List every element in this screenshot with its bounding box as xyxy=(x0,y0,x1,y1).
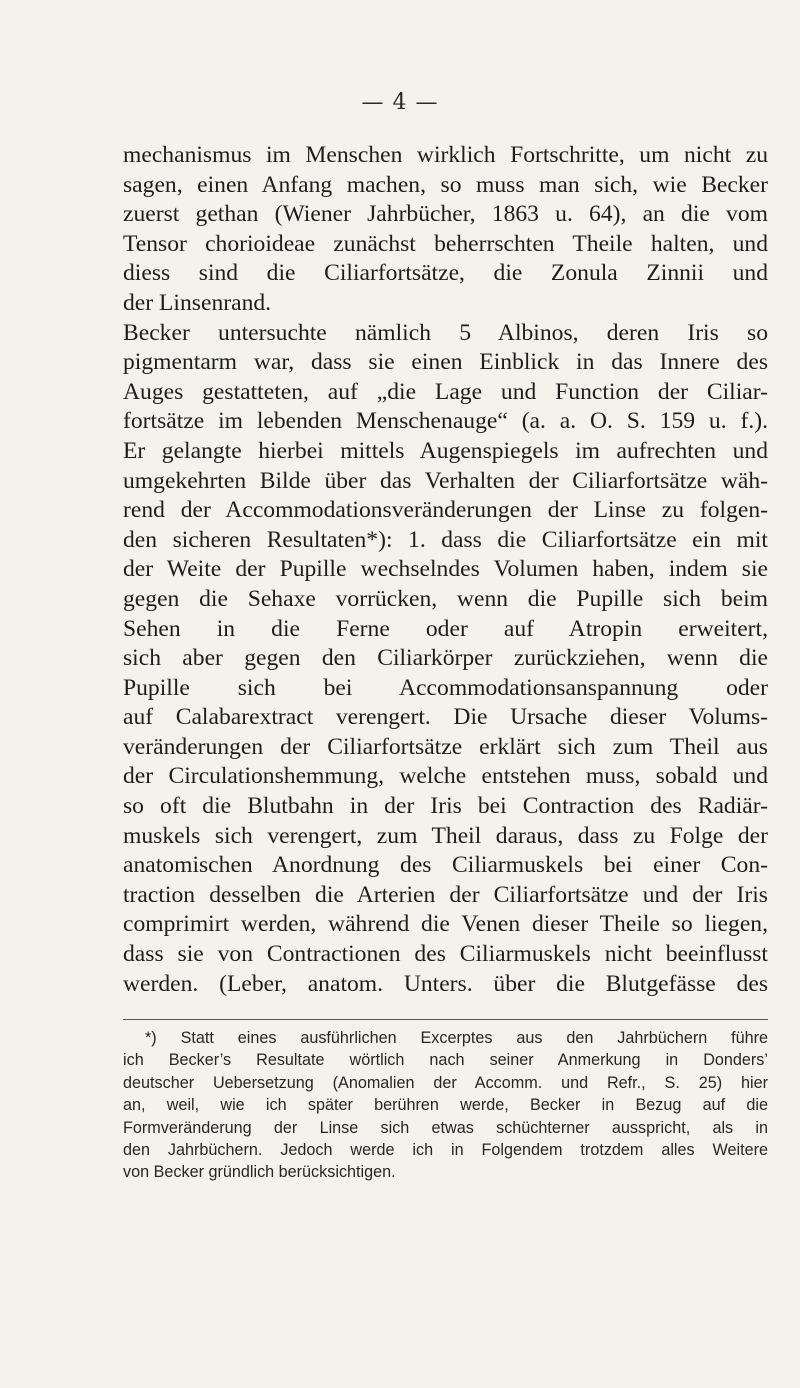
footnote-line: deutscher Uebersetzung (Anomalien der Accomm. und Refr., S. 25) hier xyxy=(123,1073,768,1092)
footnote-divider xyxy=(123,1019,768,1020)
text-line: auf Calabarextract verengert. Die Ursache dieser Volums- xyxy=(123,704,768,731)
text-line: diess sind die Ciliarfortsätze, die Zonula Zinnii und xyxy=(123,260,768,287)
text-line: muskels sich verengert, zum Theil daraus, dass zu Folge der xyxy=(123,822,768,849)
text-line: traction desselben die Arterien der Ciliarfortsätze und der Iris xyxy=(123,881,768,908)
footnote-line: Formveränderung der Linse sich etwas schüchterner ausspricht, als in xyxy=(123,1118,768,1137)
text-line: comprimirt werden, während die Venen dieser Theile so liegen, xyxy=(123,911,768,938)
text-line: Sehen in die Ferne oder auf Atropin erweitert, xyxy=(123,615,768,642)
footnote-line: den Jahrbüchern. Jedoch werde ich in Folgendem trotzdem alles Weitere xyxy=(123,1141,768,1160)
text-line: anatomischen Anordnung des Ciliarmuskels bei einer Con- xyxy=(123,852,768,879)
footnote xyxy=(123,1027,768,1184)
footnote-line: *) Statt eines ausführlichen Excerptes aus den Jahrbüchern führe xyxy=(145,1029,768,1047)
text-line: werden. (Leber, anatom. Unters. über die Blutgefässe des xyxy=(123,970,768,997)
text-line: gegen die Sehaxe vorrücken, wenn die Pupille sich beim xyxy=(123,585,768,612)
text-line: den sicheren Resultaten*): 1. dass die Ciliarfortsätze ein mit xyxy=(123,526,768,553)
text-line: der Linsenrand. xyxy=(123,289,272,316)
text-line: zuerst gethan (Wiener Jahrbücher, 1863 u. 64), an die vom xyxy=(123,201,768,228)
text-line: Er gelangte hierbei mittels Augenspiegels im aufrechten und xyxy=(123,437,768,464)
text-line: Tensor chorioideae zunächst beherrschten Theile halten, und xyxy=(123,230,768,257)
footnote-line: an, weil, wie ich später berühren werde, Becker in Bezug auf die xyxy=(123,1096,768,1115)
text-line: dass sie von Contractionen des Ciliarmuskels nicht beeinflusst xyxy=(123,941,768,968)
text-line: umgekehrten Bilde über das Verhalten der Ciliarfortsätze wäh- xyxy=(123,467,768,494)
text-line: der Circulationshemmung, welche entstehen muss, sobald und xyxy=(123,763,768,790)
text-line: Becker untersuchte nämlich 5 Albinos, deren Iris so xyxy=(123,319,768,346)
text-line: rend der Accommodationsveränderungen der Linse zu folgen- xyxy=(123,497,768,524)
text-line: sagen, einen Anfang machen, so muss man sich, wie Becker xyxy=(123,171,768,198)
text-line: fortsätze im lebenden Menschenauge“ (a. a. O. S. 159 u. f.). xyxy=(123,408,768,435)
text-line: sich aber gegen den Ciliarkörper zurückziehen, wenn die xyxy=(123,645,768,672)
footnote-line: von Becker gründlich berücksichtigen. xyxy=(123,1163,396,1182)
page-number: — 4 — xyxy=(361,90,439,115)
text-line: pigmentarm war, dass sie einen Einblick in das Innere des xyxy=(123,349,768,376)
text-line: Pupille sich bei Accommodationsanspannung oder xyxy=(123,674,768,701)
main-text xyxy=(123,141,768,999)
text-line: so oft die Blutbahn in der Iris bei Contraction des Radiär- xyxy=(123,793,768,820)
text-line: mechanismus im Menschen wirklich Fortschritte, um nicht zu xyxy=(123,142,768,168)
text-line: der Weite der Pupille wechselndes Volumen haben, indem sie xyxy=(123,556,768,583)
text-line: veränderungen der Ciliarfortsätze erklärt sich zum Theil aus xyxy=(123,733,768,760)
footnote-line: ich Becker’s Resultate wörtlich nach seiner Anmerkung in Donders’ xyxy=(123,1051,768,1070)
text-line: Auges gestatteten, auf „die Lage und Function der Ciliar- xyxy=(123,378,768,405)
